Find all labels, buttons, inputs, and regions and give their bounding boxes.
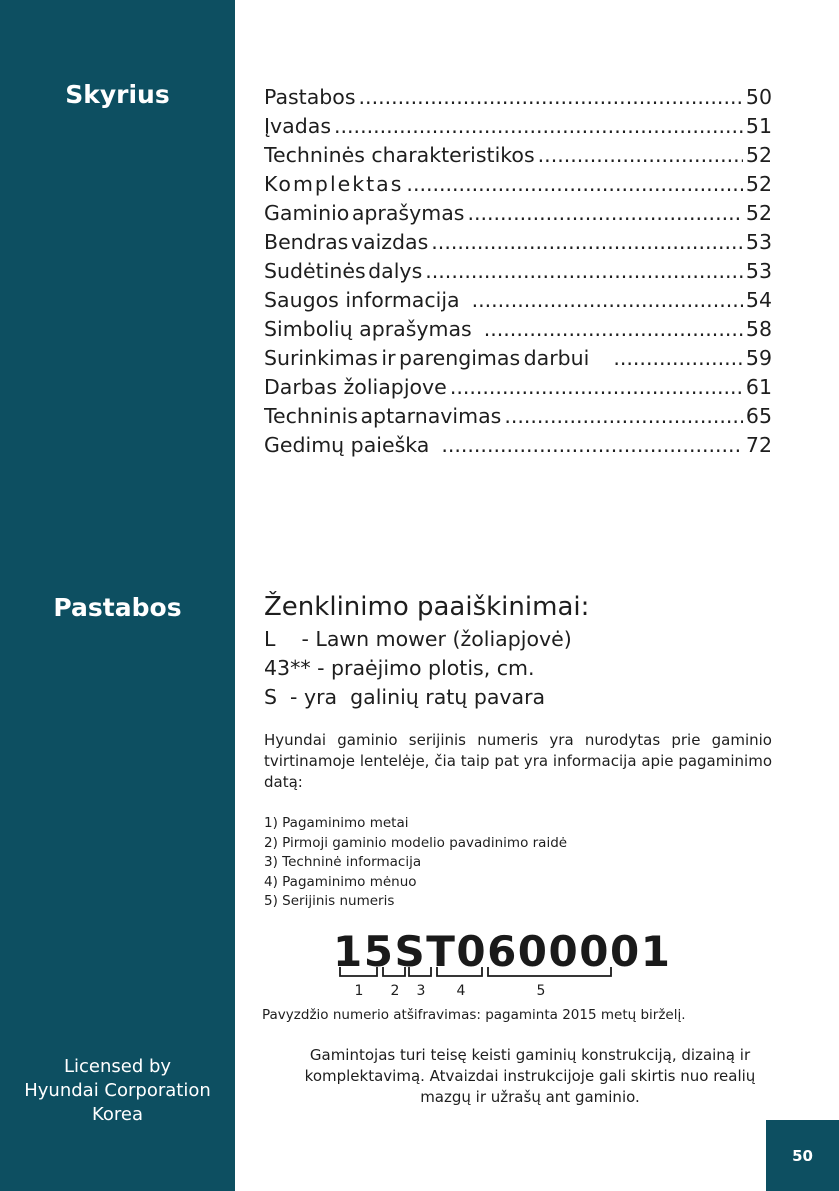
toc-title: Saugos informacija <box>264 288 460 312</box>
list-item: 3) Techninė informacija <box>264 854 422 870</box>
toc-leader <box>504 404 743 428</box>
manufacturer-note: Gamintojas turi teisę keisti gaminių konstrukciją, dizainą ir komplektavimą. Atvaizdai instrukcijoje gali skirtis nuo realių mazgų ir užrašų ant gaminio. <box>304 1046 756 1106</box>
toc-leader <box>441 433 743 457</box>
toc-page: 52 <box>745 172 772 196</box>
license-line: Licensed by <box>63 1056 172 1077</box>
toc-page: 53 <box>745 259 772 283</box>
serial-code: 15ST0600001 <box>333 927 672 976</box>
toc-title: Komplektas <box>264 172 404 196</box>
segment-label: 4 <box>456 983 466 999</box>
toc-page: 58 <box>745 317 772 341</box>
toc-page: 50 <box>745 85 772 109</box>
toc-page: 61 <box>745 375 772 399</box>
example-decoding: Pavyzdžio numerio atšifravimas: pagaminta 2015 metų birželį. <box>262 1007 686 1023</box>
toc-page: 51 <box>745 114 772 138</box>
toc-page: 52 <box>745 201 772 225</box>
toc-title: Techninės charakteristikos <box>264 143 535 167</box>
toc-entry[interactable] <box>264 312 772 341</box>
section-heading-skyrius: Skyrius <box>65 80 170 109</box>
marking-line: L - Lawn mower (žoliapjovė) <box>264 627 572 651</box>
toc-page: 65 <box>745 404 772 428</box>
marking-lines <box>264 625 572 712</box>
toc-entry[interactable] <box>264 341 772 370</box>
toc-entry[interactable] <box>264 254 772 283</box>
toc-entry[interactable] <box>264 80 772 109</box>
toc-leader <box>450 375 743 399</box>
toc-leader <box>472 288 743 312</box>
page-number-box <box>766 1120 839 1191</box>
section-heading-pastabos: Pastabos <box>53 593 182 622</box>
toc-leader <box>467 201 742 225</box>
toc-entry[interactable] <box>264 283 772 312</box>
marking-line: S - yra galinių ratų pavara <box>264 685 546 709</box>
toc-entry[interactable] <box>264 428 772 457</box>
toc-leader <box>406 172 742 196</box>
toc-title: Sudėtinės dalys <box>264 259 423 283</box>
toc-entry[interactable] <box>264 196 772 225</box>
toc-title: Simbolių aprašymas <box>264 317 472 341</box>
toc-entry[interactable] <box>264 109 772 138</box>
serial-brackets <box>333 927 618 987</box>
list-item: 1) Pagaminimo metai <box>264 815 409 831</box>
toc-leader <box>431 230 743 254</box>
toc-leader <box>484 317 743 341</box>
toc-entry[interactable] <box>264 399 772 428</box>
toc-page: 54 <box>745 288 772 312</box>
segment-label: 5 <box>536 983 546 999</box>
toc-entry[interactable] <box>264 167 772 196</box>
toc-leader <box>425 259 743 283</box>
toc-title: Surinkimas ir parengimas darbui <box>264 346 590 370</box>
toc-page: 72 <box>745 433 772 457</box>
toc-leader <box>334 114 743 138</box>
toc-leader <box>613 346 743 370</box>
list-item: 5) Serijinis numeris <box>264 893 395 909</box>
toc-entry[interactable] <box>264 138 772 167</box>
page-number: 50 <box>792 1147 813 1165</box>
list-item: 2) Pirmoji gaminio modelio pavadinimo raidė <box>264 834 568 851</box>
list-item: 4) Pagaminimo mėnuo <box>264 873 417 890</box>
toc-page: 52 <box>745 143 772 167</box>
toc-entry[interactable] <box>264 225 772 254</box>
table-of-contents <box>264 80 772 457</box>
toc-title: Įvadas <box>264 114 331 138</box>
toc-title: Pastabos <box>264 85 356 109</box>
marking-title: Ženklinimo paaiškinimai: <box>264 592 590 622</box>
segment-label: 2 <box>390 983 400 999</box>
toc-leader <box>359 85 743 109</box>
toc-page: 59 <box>745 346 772 370</box>
license-line: Korea <box>91 1104 144 1125</box>
sidebar <box>0 0 235 1191</box>
segment-label: 1 <box>354 983 364 999</box>
license-note <box>0 1055 235 1127</box>
toc-page: 53 <box>745 230 772 254</box>
marking-line: 43** - praėjimo plotis, cm. <box>264 656 535 680</box>
license-line: Hyundai Corporation <box>24 1080 211 1101</box>
toc-leader <box>538 143 743 167</box>
serial-parts-list <box>264 814 567 912</box>
toc-title: Darbas žoliapjove <box>264 375 447 399</box>
toc-entry[interactable] <box>264 370 772 399</box>
toc-title: Gedimų paieška <box>264 433 430 457</box>
serial-number-diagram <box>333 927 672 1007</box>
toc-title: Gaminio aprašymas <box>264 201 465 225</box>
segment-label: 3 <box>416 983 426 999</box>
serial-info-paragraph: Hyundai gaminio serijinis numeris yra nurodytas prie gaminio tvirtinamoje lentelėje, čia taip pat yra informacija apie pagaminimo datą: <box>264 731 772 791</box>
toc-title: Bendras vaizdas <box>264 230 429 254</box>
toc-title: Techninis aptarnavimas <box>264 404 502 428</box>
